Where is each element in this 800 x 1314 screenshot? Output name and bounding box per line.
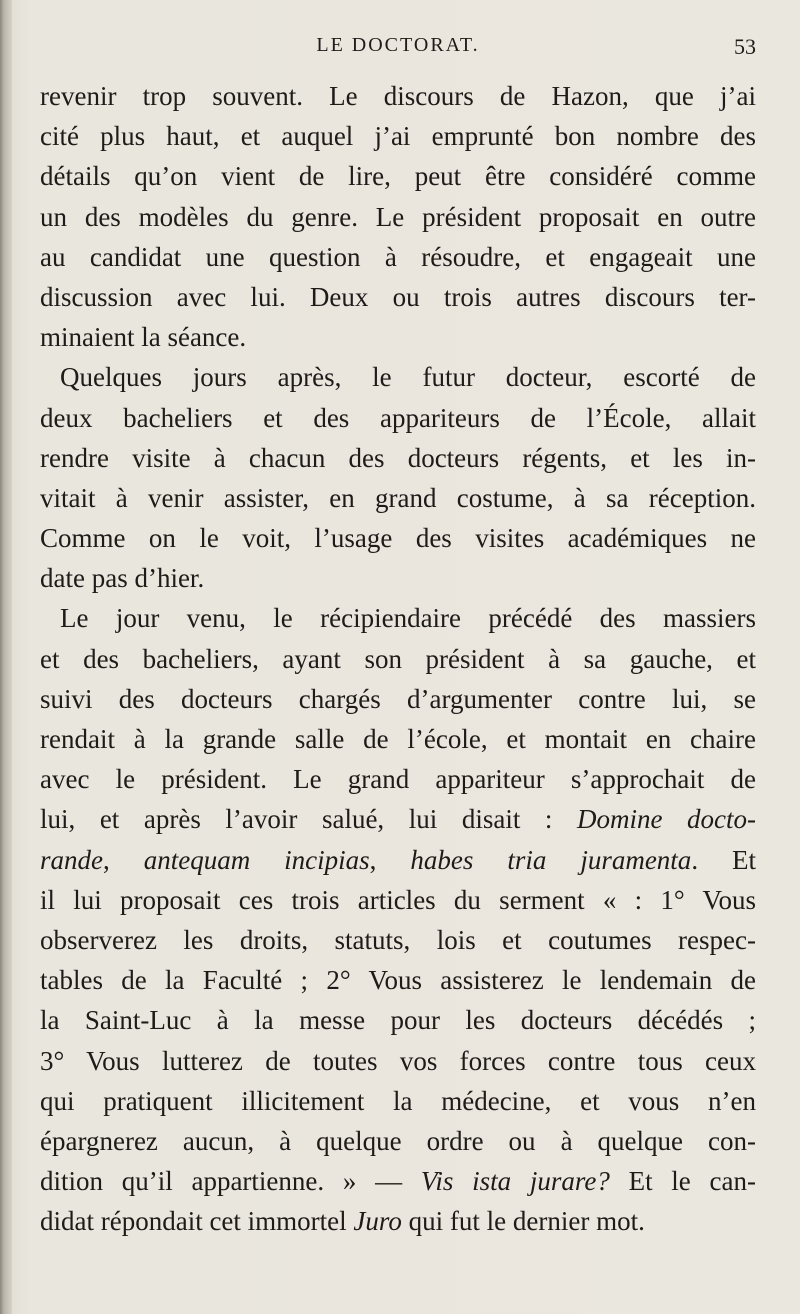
text-line: la Saint-Luc à la messe pour les docteurs décédés ; bbox=[40, 1005, 756, 1036]
text-line: deux bacheliers et des appariteurs de l’École, allait bbox=[40, 402, 756, 433]
body-text bbox=[40, 76, 756, 1241]
text-line: suivi des docteurs chargés d’argumenter contre lui, se bbox=[40, 683, 756, 714]
page-number: 53 bbox=[734, 34, 756, 59]
text-line: épargnerez aucun, à quelque ordre ou à quelque con- bbox=[40, 1125, 756, 1156]
text-segment: . Et bbox=[691, 844, 757, 875]
running-title: LE DOCTORAT. bbox=[316, 34, 480, 56]
latin-quote: rande bbox=[40, 844, 103, 875]
text-line: qui pratiquent illicitement la médecine, et vous n’en bbox=[40, 1085, 756, 1116]
text-line: Le jour venu, le récipiendaire précédé des massiers bbox=[60, 603, 756, 634]
text-line: vitait à venir assister, en grand costume, à sa réception. bbox=[40, 482, 756, 513]
text-segment: , bbox=[369, 844, 411, 875]
text-line: et des bacheliers, ayant son président à sa gauche, et bbox=[40, 643, 756, 674]
text-segment: dition qu’il appartienne. » — bbox=[40, 1166, 403, 1197]
latin-quote: Domine docto- bbox=[576, 804, 756, 835]
binding-edge bbox=[0, 0, 12, 1314]
latin-quote: Vis ista jurare? bbox=[420, 1166, 610, 1197]
text-line: il lui proposait ces trois articles du serment « : 1° Vous bbox=[40, 884, 756, 915]
text-line bbox=[40, 1201, 756, 1241]
latin-quote: habes tria juramenta bbox=[410, 844, 692, 875]
text-line: Quelques jours après, le futur docteur, escorté de bbox=[60, 362, 756, 393]
text-line: un des modèles du genre. Le président proposait en outre bbox=[40, 201, 756, 232]
text-segment: , bbox=[103, 844, 144, 875]
text-line bbox=[40, 799, 756, 839]
text-segment: Et le can- bbox=[609, 1166, 756, 1197]
text-line: avec le président. Le grand appariteur s’approchait de bbox=[40, 764, 756, 795]
text-line: date pas d’hier. bbox=[40, 563, 205, 594]
page-header bbox=[40, 34, 756, 64]
text-line bbox=[40, 1161, 756, 1201]
text-line: revenir trop souvent. Le discours de Hazon, que j’ai bbox=[40, 81, 756, 111]
text-line: rendre visite à chacun des docteurs régents, et les in- bbox=[40, 442, 756, 473]
text-line: tables de la Faculté ; 2° Vous assisterez le lendemain de bbox=[40, 965, 756, 996]
latin-quote: Juro bbox=[353, 1206, 402, 1237]
text-line: observerez les droits, statuts, lois et coutumes respec- bbox=[40, 924, 756, 955]
text-line: rendait à la grande salle de l’école, et montait en chaire bbox=[40, 724, 756, 754]
text-line: 3° Vous lutterez de toutes vos forces contre tous ceux bbox=[40, 1045, 756, 1076]
latin-quote: antequam incipias bbox=[143, 844, 370, 875]
text-segment: didat répondait cet immortel bbox=[40, 1206, 347, 1237]
text-line: Comme on le voit, l’usage des visites académiques ne bbox=[40, 523, 756, 554]
text-segment: lui, et après l’avoir salué, lui disait : bbox=[40, 804, 553, 835]
text-line bbox=[40, 840, 756, 880]
text-line: détails qu’on vient de lire, peut être considéré comme bbox=[40, 161, 756, 192]
text-segment: qui fut le dernier mot. bbox=[401, 1206, 645, 1237]
text-line: discussion avec lui. Deux ou trois autres discours ter- bbox=[40, 281, 756, 312]
text-line: minaient la séance. bbox=[40, 322, 247, 353]
text-line: au candidat une question à résoudre, et engageait une bbox=[40, 241, 756, 272]
text-line: cité plus haut, et auquel j’ai emprunté bon nombre des bbox=[40, 121, 756, 152]
